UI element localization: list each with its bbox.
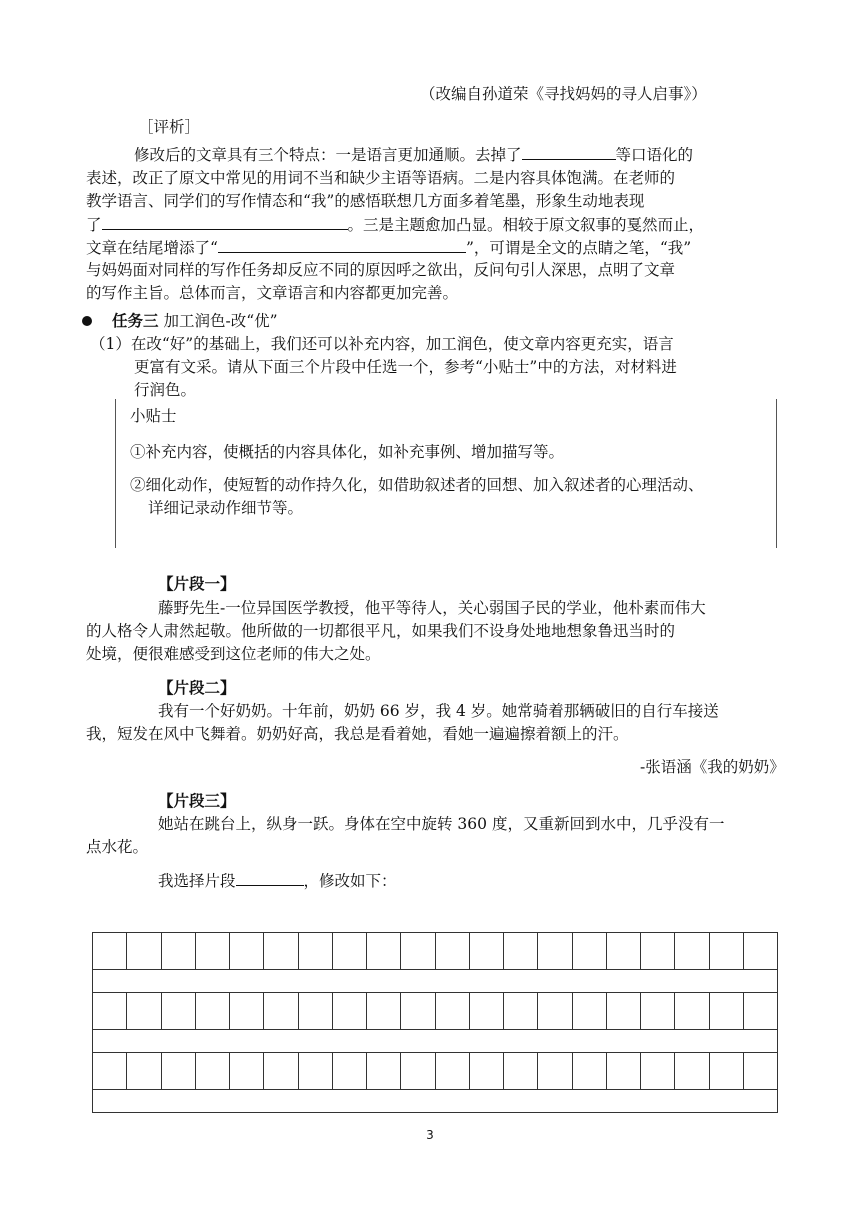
- grid-cell[interactable]: [264, 1053, 298, 1089]
- grid-cell[interactable]: [504, 933, 538, 969]
- grid-cell[interactable]: [470, 1053, 504, 1089]
- grid-cell[interactable]: [93, 1053, 127, 1089]
- grid-cell[interactable]: [573, 933, 607, 969]
- grid-cell[interactable]: [538, 1053, 572, 1089]
- grid-cell[interactable]: [538, 933, 572, 969]
- task3-q1-line-2: 更富有文采。请从下面三个片段中任选一个，参考“小贴士”中的方法，对材料进: [134, 358, 677, 376]
- grid-cell[interactable]: [436, 933, 470, 969]
- grid-cell[interactable]: [470, 933, 504, 969]
- grid-cell[interactable]: [744, 933, 777, 969]
- grid-cell[interactable]: [504, 993, 538, 1029]
- grid-cell[interactable]: [196, 933, 230, 969]
- grid-cell[interactable]: [436, 993, 470, 1029]
- grid-cell[interactable]: [710, 993, 744, 1029]
- analysis-text: 了: [86, 216, 102, 234]
- grid-cell[interactable]: [401, 933, 435, 969]
- writing-grid[interactable]: [92, 932, 778, 1113]
- grid-cell[interactable]: [367, 933, 401, 969]
- task3-title-bold: 任务三: [112, 311, 159, 330]
- grid-cell[interactable]: [162, 933, 196, 969]
- analysis-text: 。三是主题愈加凸显。相较于原文叙事的戛然而止，: [347, 216, 705, 234]
- grid-cell[interactable]: [333, 933, 367, 969]
- choice-prefix: 我选择片段: [158, 872, 236, 890]
- fragment-3-title: 【片段三】: [158, 791, 236, 810]
- grid-cell[interactable]: [162, 993, 196, 1029]
- fragment-2-line-1: 我有一个好奶奶。十年前，奶奶 66 岁，我 4 岁。她常骑着那辆破旧的自行车接送: [158, 702, 719, 720]
- tip-1: ①补充内容，使概括的内容具体化，如补充事例、增加描写等。: [130, 443, 565, 461]
- grid-cell[interactable]: [641, 993, 675, 1029]
- grid-cell[interactable]: [93, 993, 127, 1029]
- grid-cell[interactable]: [573, 1053, 607, 1089]
- grid-cell[interactable]: [401, 1053, 435, 1089]
- fragment-2-line-2: 我，短发在风中飞舞着。奶奶好高，我总是看着她，看她一遍遍擦着额上的汗。: [86, 725, 629, 743]
- analysis-line-6: 与妈妈面对同样的写作任务却反应不同的原因呼之欲出，反问句引人深思，点明了文章: [86, 261, 676, 279]
- task3-q1-line-1: （1）在改“好”的基础上，我们还可以补充内容，加工润色，使文章内容更充实，语言: [90, 335, 674, 353]
- source-note: （改编自孙道荣《寻找妈妈的寻人启事》）: [420, 85, 707, 103]
- grid-cell[interactable]: [127, 993, 161, 1029]
- fragment-choice-blank[interactable]: [236, 869, 304, 886]
- task3-q1-line-3: 行润色。: [134, 381, 197, 399]
- tips-title: 小贴士: [130, 407, 177, 425]
- grid-row-2[interactable]: [92, 992, 778, 1029]
- analysis-text: 文章在结尾增添了“: [86, 239, 218, 257]
- analysis-line-5: [86, 236, 691, 259]
- fragment-2-source: -张语涵《我的奶奶》: [640, 758, 785, 776]
- tip-2-line-2: 详细记录动作细节等。: [148, 499, 304, 517]
- analysis-line-4: [86, 213, 704, 236]
- grid-cell[interactable]: [538, 993, 572, 1029]
- grid-cell[interactable]: [710, 1053, 744, 1089]
- analysis-line-1: [134, 143, 693, 166]
- tip-2-line-1: ②细化动作，使短暂的动作持久化，如借助叙述者的回想、加入叙述者的心理活动、: [130, 476, 704, 494]
- grid-gap-row: [92, 969, 778, 992]
- fragment-3-line-2: 点水花。: [86, 838, 149, 856]
- fragment-1-line-2: 的人格令人肃然起敬。他所做的一切都很平凡，如果我们不设身处地地想象鲁迅当时的: [86, 622, 676, 640]
- grid-cell[interactable]: [333, 993, 367, 1029]
- grid-cell[interactable]: [744, 1053, 777, 1089]
- grid-cell[interactable]: [470, 993, 504, 1029]
- fragment-2-title: 【片段二】: [158, 678, 236, 697]
- grid-cell[interactable]: [127, 933, 161, 969]
- grid-cell[interactable]: [504, 1053, 538, 1089]
- grid-cell[interactable]: [641, 1053, 675, 1089]
- grid-cell[interactable]: [573, 993, 607, 1029]
- analysis-line-2: 表述，改正了原文中常见的用词不当和缺少主语等语病。二是内容具体饱满。在老师的: [86, 169, 676, 187]
- task3-title-rest: 加工润色-改“优”: [163, 312, 278, 330]
- grid-cell[interactable]: [675, 1053, 709, 1089]
- answer-blank-1[interactable]: [522, 143, 616, 160]
- grid-cell[interactable]: [196, 993, 230, 1029]
- grid-cell[interactable]: [230, 933, 264, 969]
- grid-cell[interactable]: [264, 933, 298, 969]
- choice-suffix: ，修改如下：: [303, 872, 397, 890]
- analysis-line-3: 教学语言、同学们的写作情态和“我”的感悟联想几方面多着笔墨，形象生动地表现: [86, 192, 645, 210]
- grid-cell[interactable]: [299, 933, 333, 969]
- grid-cell[interactable]: [367, 993, 401, 1029]
- grid-cell[interactable]: [675, 933, 709, 969]
- grid-cell[interactable]: [744, 993, 777, 1029]
- grid-cell[interactable]: [264, 993, 298, 1029]
- grid-cell[interactable]: [436, 1053, 470, 1089]
- grid-cell[interactable]: [127, 1053, 161, 1089]
- page-number: 3: [426, 1128, 434, 1142]
- grid-cell[interactable]: [607, 933, 641, 969]
- grid-cell[interactable]: [230, 1053, 264, 1089]
- grid-row-3[interactable]: [92, 1052, 778, 1089]
- grid-cell[interactable]: [299, 993, 333, 1029]
- fragment-3-line-1: 她站在跳台上，纵身一跃。身体在空中旋转 360 度，又重新回到水中，几乎没有一: [158, 815, 725, 833]
- analysis-text: ”，可谓是全文的点睛之笔，“我”: [465, 239, 692, 257]
- grid-gap-row: [92, 1089, 778, 1112]
- grid-cell[interactable]: [401, 993, 435, 1029]
- fragment-1-line-3: 处境，便很难感受到这位老师的伟大之处。: [86, 645, 381, 663]
- answer-blank-3[interactable]: [218, 236, 466, 253]
- grid-cell[interactable]: [641, 933, 675, 969]
- grid-cell[interactable]: [675, 993, 709, 1029]
- analysis-label: ［评析］: [138, 118, 201, 136]
- bullet-icon: [82, 316, 92, 326]
- fragment-1-line-1: 藤野先生-一位异国医学教授，他平等待人，关心弱国子民的学业，他朴素而伟大: [158, 599, 706, 617]
- grid-cell[interactable]: [93, 933, 127, 969]
- grid-cell[interactable]: [607, 1053, 641, 1089]
- grid-cell[interactable]: [196, 1053, 230, 1089]
- grid-cell[interactable]: [607, 993, 641, 1029]
- grid-row-1[interactable]: [92, 932, 778, 969]
- answer-blank-2[interactable]: [102, 213, 348, 230]
- grid-cell[interactable]: [333, 1053, 367, 1089]
- grid-cell[interactable]: [367, 1053, 401, 1089]
- fragment-1-title: 【片段一】: [158, 574, 236, 593]
- grid-gap-row: [92, 1029, 778, 1052]
- task3-title: [112, 310, 278, 332]
- analysis-text: 修改后的文章具有三个特点：一是语言更加通顺。去掉了: [134, 146, 522, 164]
- analysis-line-7: 的写作主旨。总体而言，文章语言和内容都更加完善。: [86, 284, 459, 302]
- grid-cell[interactable]: [710, 933, 744, 969]
- grid-cell[interactable]: [299, 1053, 333, 1089]
- analysis-text: 等口语化的: [615, 146, 694, 164]
- choice-line: [158, 869, 397, 892]
- grid-bottom-edge: [92, 1112, 778, 1113]
- grid-cell[interactable]: [162, 1053, 196, 1089]
- grid-cell[interactable]: [230, 993, 264, 1029]
